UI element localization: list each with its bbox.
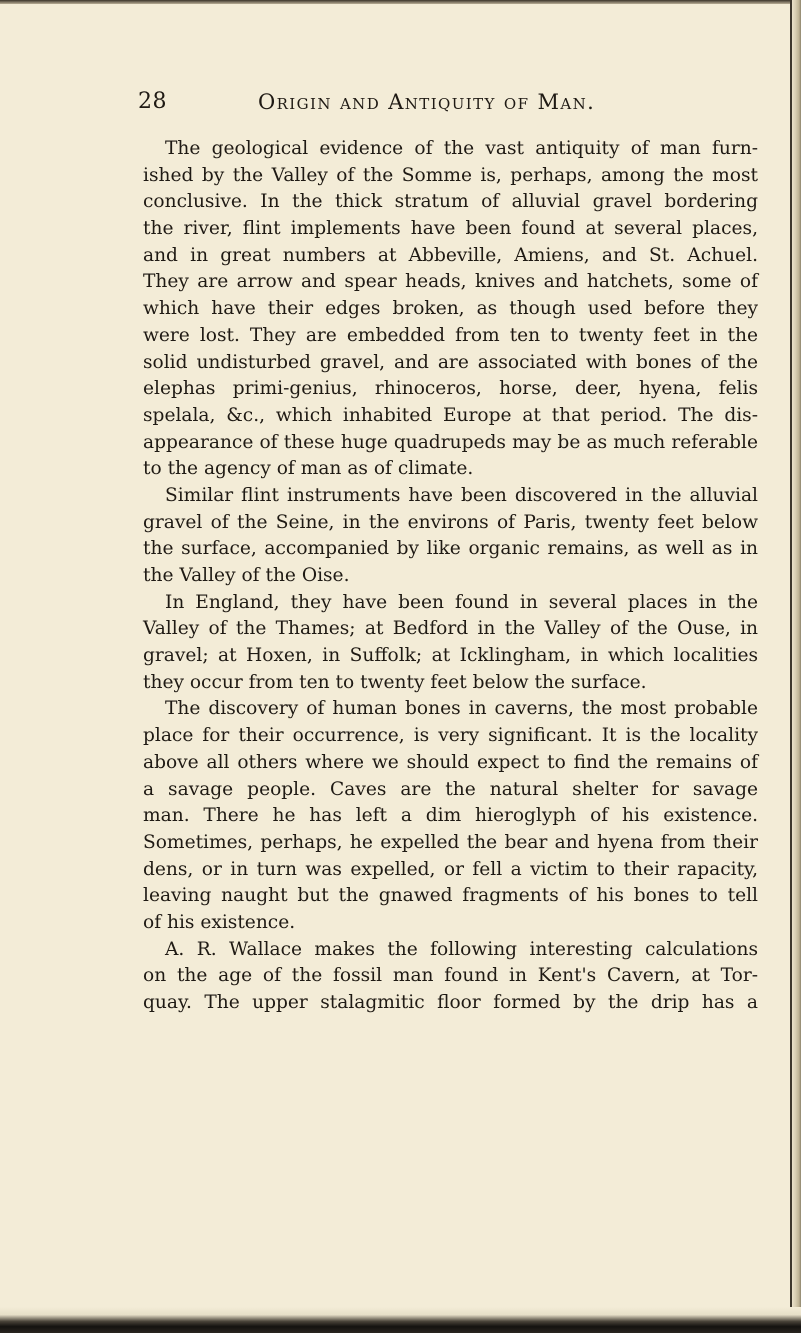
text-line: above all others where we should expect to find the remains of (143, 751, 758, 773)
text-line: dens, or in turn was expelled, or fell a victim to their rapacity, (143, 858, 758, 880)
text-line: ished by the Valley of the Somme is, perhaps, among the most (143, 164, 758, 186)
running-header (0, 87, 801, 117)
text-line: elephas primi-genius, rhinoceros, horse, deer, hyena, felis (143, 378, 758, 400)
running-title: Origin and Antiquity of Man. (258, 90, 596, 114)
text-line: Valley of the Thames; at Bedford in the Valley of the Ouse, in (143, 618, 758, 640)
text-line: Sometimes, perhaps, he expelled the bear and hyena from their (143, 831, 758, 853)
text-line: conclusive. In the thick stratum of alluvial gravel bordering (143, 191, 758, 213)
page-bottom-edge (0, 1307, 801, 1333)
text-line: leaving naught but the gnawed fragments of his bones to tell (143, 885, 758, 907)
text-line: gravel; at Hoxen, in Suffolk; at Icklingham, in which localities (143, 645, 758, 667)
text-line: to the agency of man as of climate. (143, 458, 474, 480)
text-line: place for their occurrence, is very significant. It is the locality (143, 725, 758, 747)
text-line: the Valley of the Oise. (143, 565, 350, 586)
text-line: a savage people. Caves are the natural shelter for savage (143, 778, 758, 800)
text-line: In England, they have been found in several places in the (165, 591, 758, 613)
text-line: The geological evidence of the vast antiquity of man furn- (165, 138, 758, 159)
text-line: spelala, &c., which inhabited Europe at that period. The dis- (143, 404, 758, 426)
text-line: the surface, accompanied by like organic remains, as well as in (143, 538, 758, 560)
text-line: and in great numbers at Abbeville, Amiens, and St. Achuel. (143, 244, 758, 266)
text-line: Similar flint instruments have been discovered in the alluvial (165, 484, 758, 506)
page-gutter-line (790, 0, 792, 1333)
text-line: which have their edges broken, as though used before they (143, 298, 758, 320)
page-top-edge (0, 0, 801, 4)
text-line: man. There he has left a dim hieroglyph of his existence. (143, 805, 758, 827)
text-line: on the age of the fossil man found in Kent's Cavern, at Tor- (143, 965, 758, 987)
page-right-edge (791, 0, 801, 1333)
text-line: gravel of the Seine, in the environs of Paris, twenty feet below (143, 511, 758, 533)
page-number: 28 (138, 89, 167, 114)
body-text (143, 136, 758, 1017)
text-line: of his existence. (143, 911, 296, 933)
text-line: appearance of these huge quadrupeds may be as much referable (143, 431, 758, 453)
text-line: were lost. They are embedded from ten to twenty feet in the (143, 324, 758, 346)
text-line: the river, flint implements have been found at several places, (143, 218, 758, 240)
text-line: quay. The upper stalagmitic floor formed by the drip has a (143, 992, 758, 1013)
text-line: They are arrow and spear heads, knives and hatchets, some of (143, 271, 758, 293)
text-line: The discovery of human bones in caverns, the most probable (165, 698, 758, 720)
text-line: they occur from ten to twenty feet below the surface. (143, 671, 647, 693)
text-line: A. R. Wallace makes the following interesting calculations (165, 938, 758, 960)
text-line: solid undisturbed gravel, and are associated with bones of the (143, 351, 758, 373)
